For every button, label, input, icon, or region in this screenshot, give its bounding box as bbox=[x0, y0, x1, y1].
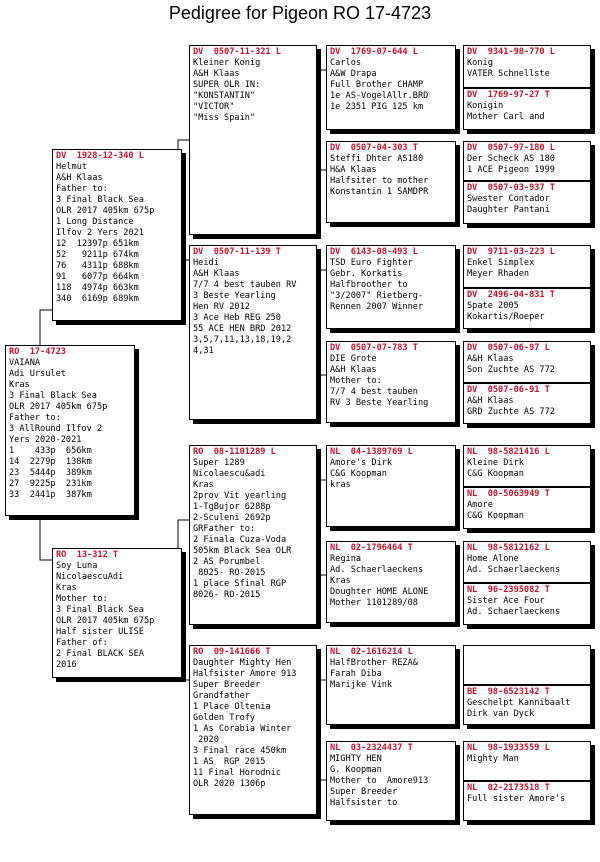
card-line: Enkel Simplex bbox=[467, 258, 535, 268]
card-line: C&G Koopman bbox=[467, 469, 524, 479]
card-line: A&H Klaas bbox=[193, 269, 240, 279]
card-line: Half sister ULISE bbox=[56, 627, 144, 637]
card-line: Kras bbox=[56, 583, 77, 593]
ring-number: NL 02-1796464 T bbox=[330, 543, 413, 553]
card-line: Super Breeder bbox=[330, 787, 398, 797]
card-line: Konigin bbox=[467, 101, 504, 111]
card-line: Kras bbox=[193, 480, 214, 490]
card-line: Golden Trofy bbox=[193, 713, 256, 723]
card-line: Gebr. Korkatis bbox=[330, 269, 403, 279]
card-line: Kleiner Konig bbox=[193, 58, 261, 68]
ancestor-card-11[interactable] bbox=[463, 541, 591, 583]
card-line: kras bbox=[330, 480, 351, 490]
card-line: A&H Klaas bbox=[56, 173, 103, 183]
ring-number: NL 04-1389769 L bbox=[330, 447, 413, 457]
card-line: 52 9211p 674km bbox=[56, 250, 139, 260]
card-line: 14 2279p 138km bbox=[9, 457, 92, 467]
ring-number: NL 03-2324437 T bbox=[330, 743, 413, 753]
card-line: Nicolaescu&adi bbox=[193, 469, 266, 479]
dam-ring-number: RO 13-312 T bbox=[56, 550, 119, 560]
card-line: Grandfather bbox=[193, 691, 250, 701]
card-line: 4,31 bbox=[193, 346, 214, 356]
sire-card[interactable] bbox=[52, 149, 182, 321]
card-line: GRFather to: bbox=[193, 524, 256, 534]
card-line: GRD Zuchte AS 772 bbox=[467, 407, 555, 417]
card-line: Kras bbox=[330, 576, 351, 586]
ring-number: DV 2496-04-831 T bbox=[467, 290, 555, 300]
card-line: "3/2007" Rietberg- bbox=[330, 291, 424, 301]
ring-number: DV 0507-07-783 T bbox=[330, 343, 418, 353]
page-title: Pedigree for Pigeon RO 17-4723 bbox=[168, 3, 432, 23]
ancestor-card-13-empty[interactable] bbox=[463, 645, 591, 685]
ring-number: RO 09-141666 T bbox=[193, 647, 271, 657]
ancestor-card-7[interactable] bbox=[463, 341, 591, 383]
card-line: Daughter Mighty Hen bbox=[193, 658, 292, 668]
card-line: Kras bbox=[9, 380, 30, 390]
card-line: 91 6077p 664km bbox=[56, 272, 139, 282]
card-line: 12 12397p 651km bbox=[56, 239, 139, 249]
ring-number: NL 00-5063949 T bbox=[467, 489, 550, 499]
card-line: Meyer Rhaden bbox=[467, 269, 530, 279]
card-line: VAIANA bbox=[9, 358, 41, 368]
card-line: Rennen 2007 Winner bbox=[330, 302, 424, 312]
card-line: 2020 bbox=[193, 735, 219, 745]
card-line: Father of: bbox=[56, 638, 108, 648]
card-line: 7/7 4 best tauben bbox=[330, 387, 418, 397]
card-line: Home Alone bbox=[467, 554, 519, 564]
card-line: 55 ACE HEN BRD 2012 bbox=[193, 324, 292, 334]
ancestor-card-16[interactable] bbox=[463, 781, 591, 821]
ring-number: NL 02-1616214 L bbox=[330, 647, 413, 657]
ring-number: DV 0507-04-303 T bbox=[330, 143, 418, 153]
card-line: 3,5,7,11,13,18,19,2 bbox=[193, 335, 292, 345]
card-line: G. Koopman bbox=[330, 765, 382, 775]
card-line: Amore bbox=[467, 500, 493, 510]
card-line: Dirk van Dyck bbox=[467, 709, 535, 719]
ring-number: DV 6143-08-493 L bbox=[330, 247, 418, 257]
card-line: 1e 2351 PIG 125 km bbox=[330, 102, 424, 112]
card-line: Halfsister to bbox=[330, 798, 398, 808]
card-line: Mother to: bbox=[330, 376, 382, 386]
ancestor-card-9[interactable] bbox=[463, 445, 591, 487]
sire-sire-dam-card[interactable] bbox=[326, 141, 456, 223]
card-line: 3 Final Black Sea bbox=[56, 605, 144, 615]
ring-number: DV 1769-07-644 L bbox=[330, 47, 418, 57]
sire-sire-sire-card[interactable] bbox=[326, 45, 456, 130]
card-line: TSD Euro Fighter bbox=[330, 258, 413, 268]
card-line: Son Zuchte AS 772 bbox=[467, 365, 555, 375]
card-line: 2 Final BLACK SEA bbox=[56, 649, 144, 659]
card-line: RV 3 Beste Yearling bbox=[330, 398, 429, 408]
card-line: "Miss Spain" bbox=[193, 113, 256, 123]
card-line: VATER Schnellste bbox=[467, 69, 550, 79]
card-line: C&G Koopman bbox=[467, 511, 524, 521]
card-line: Ad. Schaerlaeckens bbox=[467, 565, 561, 575]
card-line: HalfBrother REZA& bbox=[330, 658, 418, 668]
card-line: 11 Final Horodnic bbox=[193, 768, 281, 778]
card-line: 7/7 4 best tauben RV bbox=[193, 280, 297, 290]
ring-number: DV 0507-06-91 T bbox=[467, 385, 550, 395]
card-line: 340 6169p 689km bbox=[56, 294, 139, 304]
ring-number: NL 98-1933559 L bbox=[467, 743, 550, 753]
card-line: Halfsiter to mother bbox=[330, 176, 429, 186]
card-line: 2016 bbox=[56, 660, 77, 670]
card-line: 1e AS-VogelAllr.BRD bbox=[330, 91, 429, 101]
dam-sire-dam-card[interactable] bbox=[326, 541, 456, 623]
card-line: 2-Sculeni 2692p bbox=[193, 513, 271, 523]
card-line: 27 9225p 231km bbox=[9, 479, 92, 489]
card-line: OLR 2017 405km 675p bbox=[56, 206, 155, 216]
card-line: Regina bbox=[330, 554, 362, 564]
card-line: Helmut bbox=[56, 162, 88, 172]
card-line: H&A Klaas bbox=[330, 165, 377, 175]
card-line: SUPER OLR IN: bbox=[193, 80, 261, 90]
card-line: Yers 2020-2021 bbox=[9, 435, 82, 445]
sire-dam-card[interactable] bbox=[189, 245, 317, 420]
ancestor-card-14[interactable] bbox=[463, 685, 591, 725]
card-line: 505km Black Sea OLR bbox=[193, 546, 292, 556]
card-line: Konig bbox=[467, 58, 493, 68]
subject-pigeon-card[interactable] bbox=[5, 345, 135, 516]
card-line: 3 Final Black Sea bbox=[56, 195, 144, 205]
card-line: Daughter Pantani bbox=[467, 205, 550, 215]
card-line: A&H Klaas bbox=[193, 69, 240, 79]
card-line: Full sister Amore's bbox=[467, 794, 566, 804]
card-line: Full Brother CHAMP bbox=[330, 80, 424, 90]
ring-number: NL 98-5812162 L bbox=[467, 543, 550, 553]
sire-sire-card[interactable] bbox=[189, 45, 317, 235]
ring-number: RO 08-1101289 L bbox=[193, 447, 276, 457]
dam-sire-sire-card[interactable] bbox=[326, 445, 456, 527]
card-line: 1 AS RGP 2015 bbox=[193, 757, 266, 767]
dam-sire-card[interactable] bbox=[189, 445, 317, 625]
card-line: 23 5444p 389km bbox=[9, 468, 92, 478]
card-line: Mother to: bbox=[56, 594, 108, 604]
ancestor-card-8[interactable] bbox=[463, 383, 591, 424]
card-line: Farah Diba bbox=[330, 669, 382, 679]
card-line: 1 Place Oltenia bbox=[193, 702, 271, 712]
card-line: Hen RV 2012 bbox=[193, 302, 250, 312]
card-line: 3 Final Black Sea bbox=[9, 391, 97, 401]
card-line: Adi Ursulet bbox=[9, 369, 66, 379]
subject-ring-number: RO 17-4723 bbox=[9, 347, 66, 357]
ring-number: DV 0507-11-139 T bbox=[193, 247, 281, 257]
card-line: OLR 2017 405km 675p bbox=[9, 402, 108, 412]
ring-number bbox=[464, 646, 590, 647]
card-line: 1 433p 656km bbox=[9, 446, 92, 456]
card-line: 2prov Vit yearling bbox=[193, 491, 287, 501]
card-line: Halfbroother to bbox=[330, 280, 408, 290]
ring-number: NL 98-5821416 L bbox=[467, 447, 550, 457]
ring-number: DV 0507-06-97 L bbox=[467, 343, 550, 353]
ring-number: DV 9341-98-770 L bbox=[467, 47, 555, 57]
ancestor-card-10[interactable] bbox=[463, 487, 591, 529]
card-line: Kokartis/Roeper bbox=[467, 312, 545, 322]
card-line: 1 Long Distance bbox=[56, 217, 134, 227]
card-line: Steffi Dhter AS180 bbox=[330, 154, 424, 164]
card-line: Geschelpt Kannibaalt bbox=[467, 698, 571, 708]
sire-ring-number: DV 1928-12-340 L bbox=[56, 151, 144, 161]
card-line: "KONSTANTIN" bbox=[193, 91, 256, 101]
card-line: 1 place Sfinal RGP bbox=[193, 579, 287, 589]
card-line: 2 AS Porumbel bbox=[193, 557, 261, 567]
card-line: Super 1289 bbox=[193, 458, 245, 468]
card-line: 3 Ace Heb REG 250 bbox=[193, 313, 281, 323]
card-line: NicolaescuAdi bbox=[56, 572, 124, 582]
card-line: 3 AllRound Ilfov 2 bbox=[9, 424, 103, 434]
card-line: Kleine Dirk bbox=[467, 458, 524, 468]
card-line: Der Scheck AS 180 bbox=[467, 154, 555, 164]
card-line: Father to: bbox=[9, 413, 61, 423]
card-line: OLR 2017 405km 675p bbox=[56, 616, 155, 626]
card-line: 2 Finala Cuza-Voda bbox=[193, 535, 287, 545]
card-line: Konstantin 1 SAMDPR bbox=[330, 187, 429, 197]
card-line: Sister Ace Four bbox=[467, 596, 545, 606]
card-line: 8025- RO-2015 bbox=[193, 568, 266, 578]
dam-dam-card[interactable] bbox=[189, 645, 317, 815]
card-line: 76 4311p 688km bbox=[56, 261, 139, 271]
card-line: 118 4974p 663km bbox=[56, 283, 139, 293]
dam-dam-dam-card[interactable] bbox=[326, 741, 456, 821]
card-line: Swester Contador bbox=[467, 194, 550, 204]
card-line: DIE Grote bbox=[330, 354, 377, 364]
ring-number: BE 98-6523142 T bbox=[467, 687, 550, 697]
card-line: A&H Klaas bbox=[467, 396, 514, 406]
card-line: Mother to Amore913 bbox=[330, 776, 429, 786]
card-line: Mother 1101289/08 bbox=[330, 598, 418, 608]
ancestor-card-1[interactable] bbox=[463, 45, 591, 88]
card-line: Ad. Schaerlaeckens bbox=[330, 565, 424, 575]
card-line: Soy Luna bbox=[56, 561, 98, 571]
card-line: MIGHTY HEN bbox=[330, 754, 382, 764]
card-line: 1-TgBujor 6288p bbox=[193, 502, 271, 512]
card-line: 33 2441p 387km bbox=[9, 490, 92, 500]
card-line: Mighty Man bbox=[467, 754, 519, 764]
card-line: Ad. Schaerlaeckens bbox=[467, 607, 561, 617]
ring-number: DV 0507-97-180 L bbox=[467, 143, 555, 153]
card-line: A&H Klaas bbox=[330, 365, 377, 375]
card-line: A&W Drapa bbox=[330, 69, 377, 79]
card-line: 3 Final race 450km bbox=[193, 746, 287, 756]
sire-dam-dam-card[interactable] bbox=[326, 341, 456, 423]
card-line: Mother Carl and bbox=[467, 112, 545, 122]
card-line: Halfsister Amore 913 bbox=[193, 669, 297, 679]
ring-number: DV 0507-03-937 T bbox=[467, 183, 555, 193]
dam-dam-sire-card[interactable] bbox=[326, 645, 456, 725]
ring-number: NL 02-2173518 T bbox=[467, 783, 550, 793]
ring-number: NL 96-2395082 T bbox=[467, 585, 550, 595]
card-line: 3 Beste Yearling bbox=[193, 291, 276, 301]
card-line: A&H Klaas bbox=[467, 354, 514, 364]
sire-dam-sire-card[interactable] bbox=[326, 245, 456, 329]
card-line: 1 As Corabia Winter bbox=[193, 724, 292, 734]
ancestor-card-6[interactable] bbox=[463, 288, 591, 329]
card-line: Heidi bbox=[193, 258, 219, 268]
ancestor-card-5[interactable] bbox=[463, 245, 591, 288]
ancestor-card-15[interactable] bbox=[463, 741, 591, 781]
ancestor-card-2[interactable] bbox=[463, 88, 591, 130]
card-line: "VICTOR" bbox=[193, 102, 235, 112]
card-line: Spate 2005 bbox=[467, 301, 519, 311]
card-line: 8026- RO-2015 bbox=[193, 590, 261, 600]
ancestor-card-12[interactable] bbox=[463, 583, 591, 625]
card-line: Father to: bbox=[56, 184, 108, 194]
ancestor-card-4[interactable] bbox=[463, 181, 591, 224]
ring-number: DV 0507-11-321 L bbox=[193, 47, 281, 57]
ring-number: DV 9711-03-223 L bbox=[467, 247, 555, 257]
card-line: Super Breeder bbox=[193, 680, 261, 690]
dam-card[interactable] bbox=[52, 548, 182, 678]
card-line: Ilfov 2 Yers 2021 bbox=[56, 228, 144, 238]
card-line: 1 ACE Pigeon 1999 bbox=[467, 165, 555, 175]
ring-number: DV 1769-97-27 T bbox=[467, 90, 550, 100]
card-line: Marijke Vink bbox=[330, 680, 393, 690]
card-line: C&G Koopman bbox=[330, 469, 387, 479]
card-line: Amore's Dirk bbox=[330, 458, 393, 468]
card-line: OLR 2020 1306p bbox=[193, 779, 266, 789]
ancestor-card-3[interactable] bbox=[463, 141, 591, 181]
card-line: Carlos bbox=[330, 58, 362, 68]
card-line: Doughter HOME ALONE bbox=[330, 587, 429, 597]
